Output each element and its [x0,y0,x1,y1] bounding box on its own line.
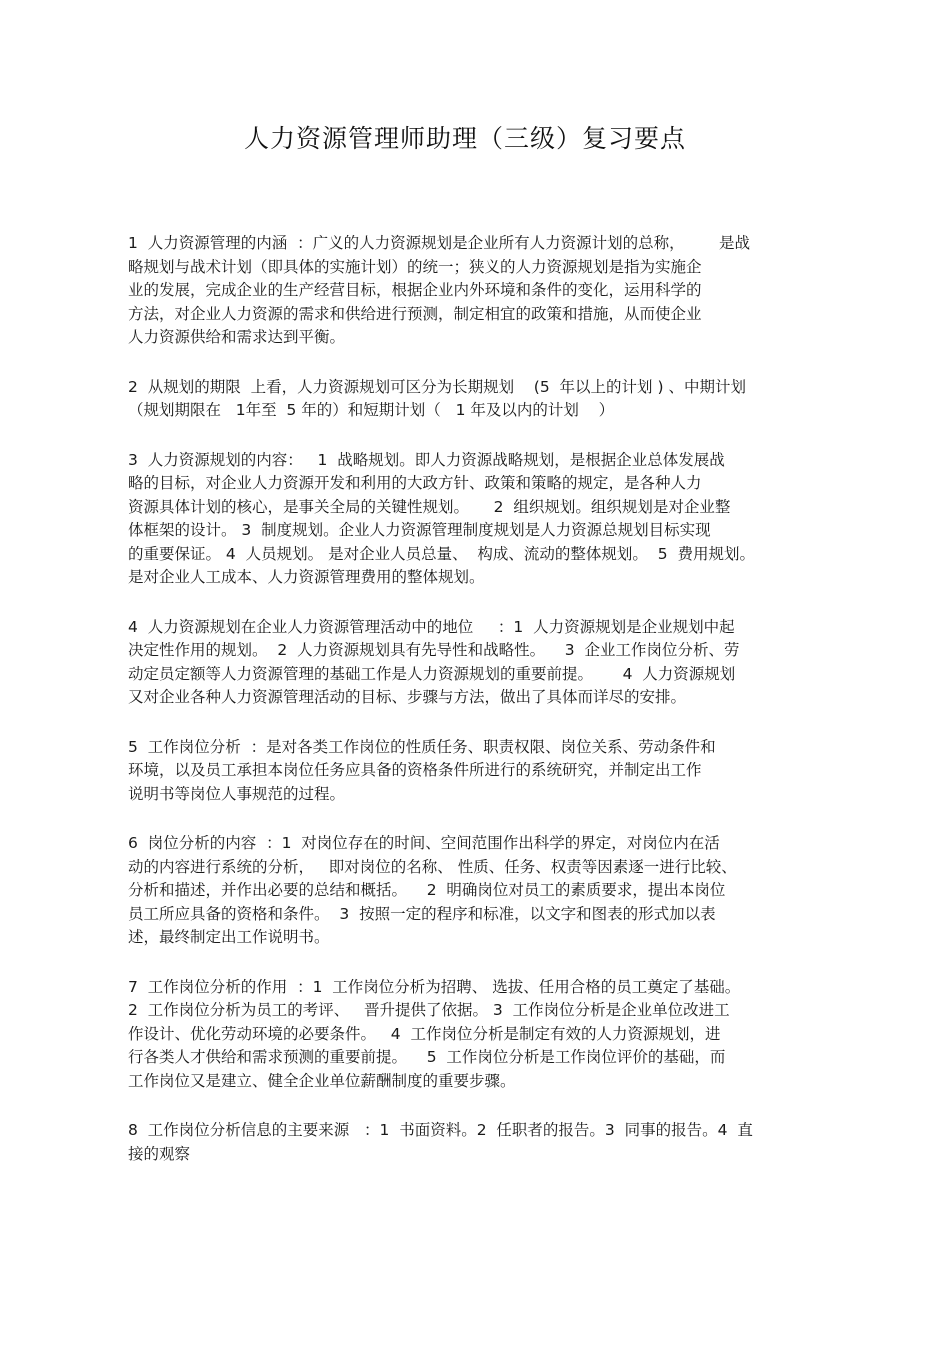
text-line: 说明书等岗位人事规范的过程。 [128,784,346,803]
paragraph-7 [128,976,833,1094]
text-line: 是对企业人工成本、人力资源管理费用的整体规划。 [128,568,485,586]
text-line: （规划期限在 1年至 5 年的）和短期计划（ 1 年及以内的计划 ） [128,401,615,419]
text-line: 8 工作岗位分析信息的主要来源 ：1 书面资料。2 任职者的报告。3 同事的报告。4 直 [128,1121,753,1139]
text-line: 接的观察 [128,1144,191,1163]
text-line: 略的目标，对企业人力资源开发和利用的大政方针、政策和策略的规定，是各种人力 [128,474,702,492]
text-line: 的重要保证。 4 人员规划。 是对企业人员总量、 构成、流动的整体规划。 5 费用规划。 [128,544,755,563]
paragraph-2 [128,376,833,423]
text-line: 行各类人才供给和需求预测的重要前提。 5 工作岗位分析是工作岗位评价的基础，而 [128,1048,726,1066]
text-line: 又对企业各种人力资源管理活动的目标、步骤与方法，做出了具体而详尽的安排。 [128,688,687,706]
text-line: 1 人力资源管理的内涵 ：广义的人力资源规划是企业所有人力资源计划的总称， 是战 [128,234,751,252]
paragraph-3 [128,449,833,590]
paragraph-1 [128,232,833,350]
text-line: 决定性作用的规划。 2 人力资源规划具有先导性和战略性。 3 企业工作岗位分析、劳 [128,641,740,659]
text-line: 动定员定额等人力资源管理的基础工作是人力资源规划的重要前提。 4 人力资源规划 [128,664,736,683]
paragraph-5 [128,736,833,807]
text-line: 动的内容进行系统的分析， 即对岗位的名称、 性质、任务、权责等因素逐一进行比较、 [128,857,737,876]
paragraph-4 [128,616,833,710]
text-line: 分析和描述，并作出必要的总结和概括。 2 明确岗位对员工的素质要求，提出本岗位 [128,881,726,899]
text-line: 作设计、优化劳动环境的必要条件。 4 工作岗位分析是制定有效的人力资源规划，进 [128,1024,721,1043]
paragraph-8 [128,1119,833,1166]
text-line: 工作岗位又是建立、健全企业单位薪酬制度的重要步骤。 [128,1071,516,1090]
text-line: 4 人力资源规划在企业人力资源管理活动中的地位 ：1 人力资源规划是企业规划中起 [128,617,735,636]
text-line: 体框架的设计。 3 制度规划。企业人力资源管理制度规划是人力资源总规划目标实现 [128,521,711,539]
text-line: 7 工作岗位分析的作用 ：1 工作岗位分析为招聘、 选拔、任用合格的员工奠定了基础。 [128,977,741,996]
text-line: 述，最终制定出工作说明书。 [128,928,330,946]
text-line: 略规划与战术计划（即具体的实施计划）的统一；狭义的人力资源规划是指为实施企 [128,257,702,276]
text-line: 5 工作岗位分析 ：是对各类工作岗位的性质任务、职责权限、岗位关系、劳动条件和 [128,737,716,756]
text-line: 6 岗位分析的内容 ：1 对岗位存在的时间、空间范围作出科学的界定，对岗位内在活 [128,834,720,852]
paragraph-6 [128,832,833,950]
text-line: 3 人力资源规划的内容： 1 战略规划。即人力资源战略规划，是根据企业总体发展战 [128,450,725,469]
text-line: 环境，以及员工承担本岗位任务应具备的资格条件所进行的系统研究，并制定出工作 [128,761,702,779]
text-line: 业的发展，完成企业的生产经营目标，根据企业内外环境和条件的变化，运用科学的 [128,281,702,299]
text-line: 方法，对企业人力资源的需求和供给进行预测，制定相宜的政策和措施，从而使企业 [128,304,702,323]
text-line: 资源具体计划的核心，是事关全局的关键性规划。 2 组织规划。组织规划是对企业整 [128,497,731,516]
document-body [128,232,833,1192]
text-line: 2 工作岗位分析为员工的考评、 晋升提供了依据。 3 工作岗位分析是企业单位改进工 [128,1001,730,1019]
document-title: 人力资源管理师助理（三级）复习要点 [243,124,686,153]
text-line: 2 从规划的期限 上看，人力资源规划可区分为长期规划 (5 年以上的计划 ) 、中期计划 [128,377,746,396]
text-line: 人力资源供给和需求达到平衡。 [128,328,346,346]
text-line: 员工所应具备的资格和条件。 3 按照一定的程序和标准，以文字和图表的形式加以表 [128,904,716,923]
